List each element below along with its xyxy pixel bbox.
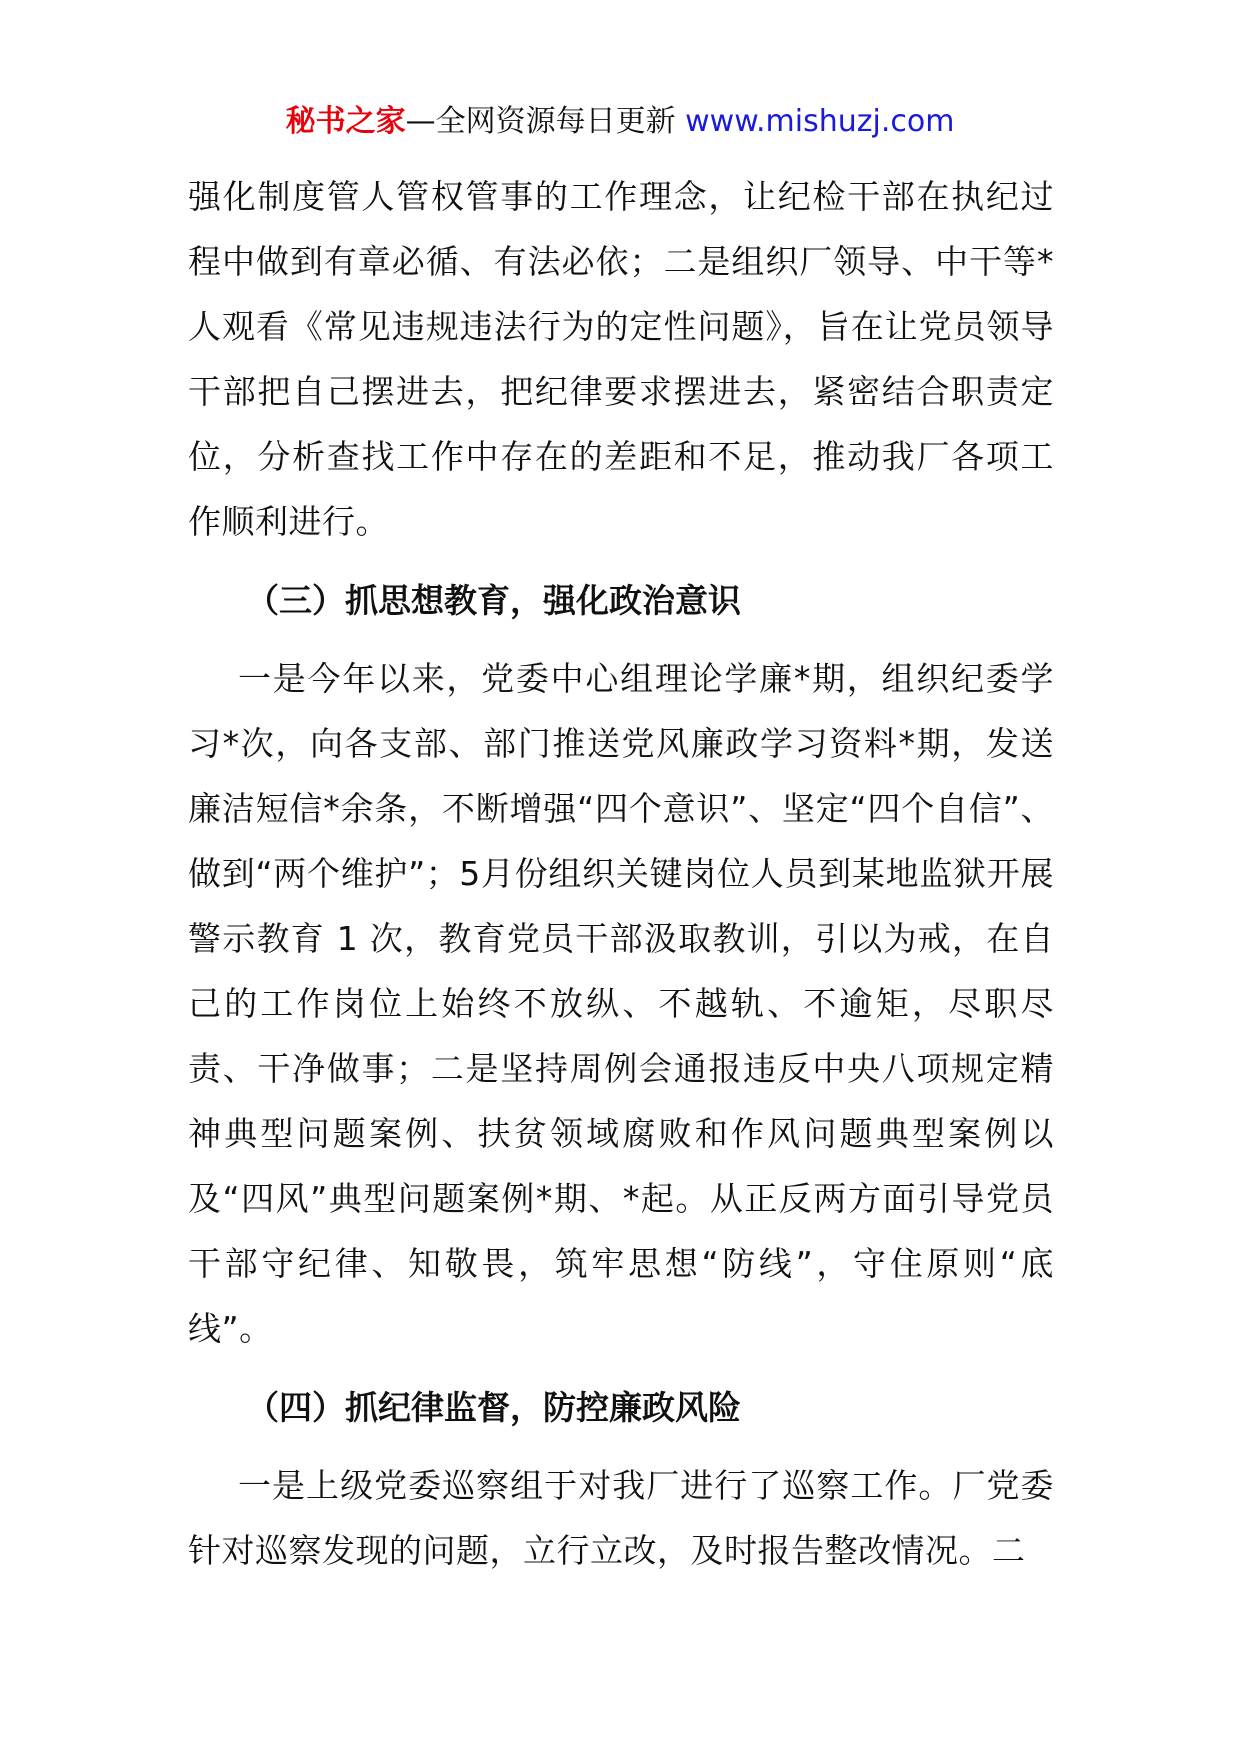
site-url-link[interactable]: www.mishuzj.com bbox=[685, 104, 955, 139]
page-header bbox=[0, 100, 1240, 144]
brand-name: 秘书之家 bbox=[285, 104, 406, 139]
header-slogan: —全网资源每日更新 bbox=[405, 104, 676, 139]
document-body bbox=[188, 164, 1054, 1583]
section-heading-3: （三）抓思想教育，强化政治意识 bbox=[246, 581, 741, 620]
paragraph-discipline-supervision: 一是上级党委巡察组于对我厂进行了巡察工作。厂党委针对巡察发现的问题，立行立改，及时报告整改情况。二 bbox=[188, 1466, 1054, 1570]
paragraph-ideological-education: 一是今年以来，党委中心组理论学廉*期，组织纪委学习*次，向各支部、部门推送党风廉政学习资料*期，发送廉洁短信*余条，不断增强“四个意识”、坚定“四个自信”、做到“两个维护”；5月份组织关键岗位人员到某地监狱开展警示教育 1 次，教育党员干部汲取教训，引以为戒，在自己的工作岗位上始终不放纵、不越轨、不逾矩，尽职尽责、干净做事；二是坚持周例会通报违反中央八项规定精神典型问题案例、扶贫领域腐败和作风问题典型案例以及“四风”典型问题案例*期、*起。从正反两方面引导党员干部守纪律、知敬畏，筑牢思想“防线”，守住原则“底线”。 bbox=[188, 659, 1054, 1348]
paragraph-continuation: 强化制度管人管权管事的工作理念，让纪检干部在执纪过程中做到有章必循、有法必依；二是组织厂领导、中干等*人观看《常见违规违法行为的定性问题》，旨在让党员领导干部把自己摆进去，把纪律要求摆进去，紧密结合职责定位，分析查找工作中存在的差距和不足，推动我厂各项工作顺利进行。 bbox=[188, 177, 1054, 541]
section-heading-4: （四）抓纪律监督，防控廉政风险 bbox=[246, 1388, 741, 1427]
